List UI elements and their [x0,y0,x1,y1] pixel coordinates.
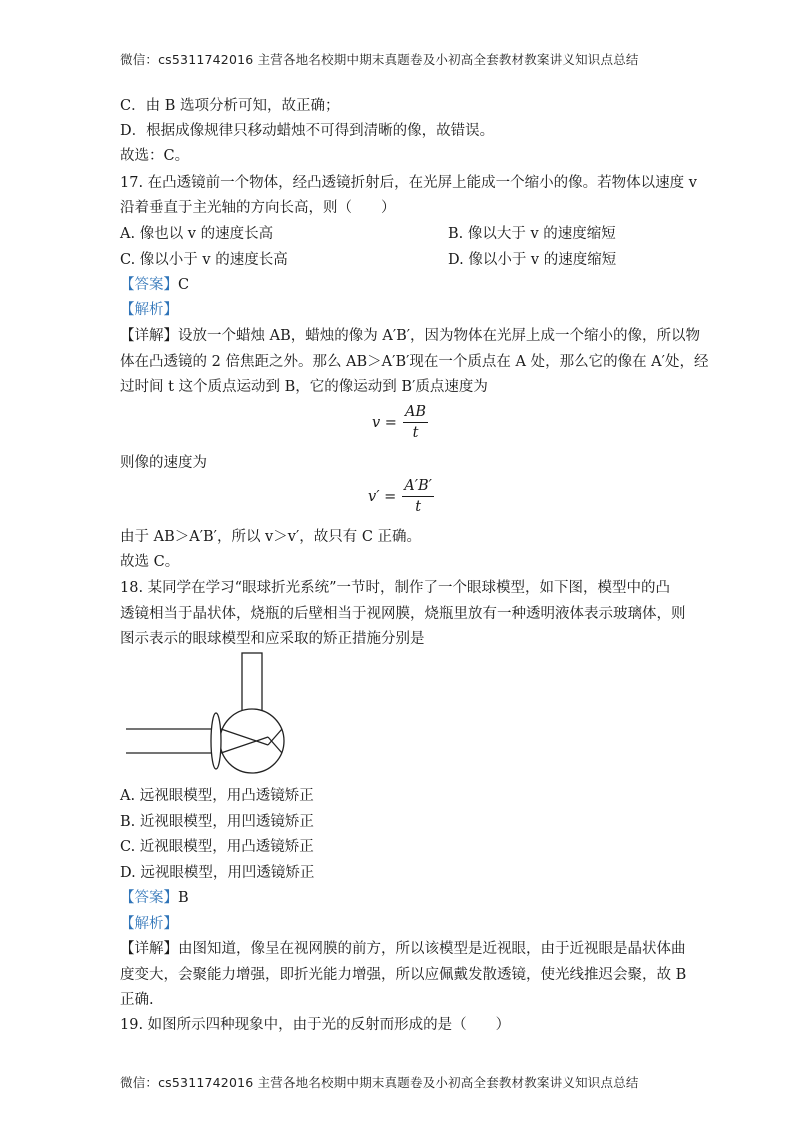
q17-option-a: A. 像也以 v 的速度长高 [120,226,274,242]
q17-formula-v-prime: v′ = $\frac{A'B'}{t}$ [368,478,432,515]
q18-answer [120,888,189,908]
flask-bulb [220,709,284,773]
answer-value: C [178,277,190,293]
q18-stem-line2: 透镜相当于晶状体，烧瓶的后壁相当于视网膜，烧瓶里放有一种透明液体表示玻璃体，则 [120,606,686,622]
fraction: $\frac{A'B'}{t}$ [404,478,432,515]
q18-detail-line3: 正确. [120,992,154,1008]
q17-detail-line1: 【详解】设放一个蜡烛 AB，蜡烛的像为 A′B′，因为物体在光屏上成一个缩小的像，所以物 [120,328,701,344]
q18-option-d: D. 远视眼模型，用凹透镜矫正 [120,865,315,881]
answer-tag: 【答案】 [120,890,178,906]
q17-detail-line2: 体在凸透镜的 2 倍焦距之外。那么 AB＞A′B′现在一个质点在 A 处，那么它的像在 A′处，经 [120,354,709,370]
fraction: $\frac{AB}{t}$ [404,404,427,441]
eye-model-figure [118,650,318,784]
q17-analysis-tag: 【解析】 [120,302,178,318]
q17-image-speed: 则像的速度为 [120,455,207,471]
prev-conclusion: 故选：C。 [120,148,190,164]
q17-detail-line3: 过时间 t 这个质点运动到 B，它的像运动到 B′质点速度为 [120,379,488,395]
q18-detail-line1: 【详解】由图知道，像呈在视网膜的前方，所以该模型是近视眼，由于近视眼是晶状体曲 [120,941,686,957]
q17-formula-v: v = $\frac{AB}{t}$ [372,404,427,441]
q17-stem-line1: 17. 在凸透镜前一个物体，经凸透镜折射后，在光屏上能成一个缩小的像。若物体以速度 v [120,175,697,191]
q18-stem-line1: 18. 某同学在学习“眼球折光系统”一节时，制作了一个眼球模型，如下图，模型中的凸 [120,580,670,596]
prev-option-c: C．由 B 选项分析可知，故正确； [120,98,340,114]
detail-tag: 【详解】 [120,328,178,344]
detail-tag: 【详解】 [120,941,178,957]
q18-analysis-tag: 【解析】 [120,916,178,932]
q17-option-c: C. 像以小于 v 的速度长高 [120,252,288,268]
q17-option-d: D. 像以小于 v 的速度缩短 [448,252,617,268]
eye-model-diagram [118,650,318,780]
q18-option-a: A. 远视眼模型，用凸透镜矫正 [120,788,314,804]
q18-detail-line2: 度变大，会聚能力增强，即折光能力增强，所以应佩戴发散透镜，使光线推迟会聚，故 B [120,967,687,983]
q17-conclusion: 故选 C。 [120,554,180,570]
q18-stem-line3: 图示表示的眼球模型和应采取的矫正措施分别是 [120,631,425,647]
convex-lens [211,713,221,769]
page-footer: 微信：cs5311742016 主营各地名校期中期末真题卷及小初高全套教材教案讲义知识点总结 [120,1075,639,1090]
answer-tag: 【答案】 [120,277,178,293]
q18-option-b: B. 近视眼模型，用凹透镜矫正 [120,814,314,830]
answer-value: B [178,890,189,906]
q17-answer [120,275,189,295]
q17-stem-line2: 沿着垂直于主光轴的方向长高，则（ ） [120,200,396,216]
q19-stem: 19. 如图所示四种现象中，由于光的反射而形成的是（ ） [120,1017,511,1033]
q18-option-c: C. 近视眼模型，用凸透镜矫正 [120,839,314,855]
flask-neck [242,653,262,711]
q17-option-b: B. 像以大于 v 的速度缩短 [448,226,616,242]
page-header: 微信：cs5311742016 主营各地名校期中期末真题卷及小初高全套教材教案讲义知识点总结 [120,52,639,67]
prev-option-d: D．根据成像规律只移动蜡烛不可得到清晰的像，故错误。 [120,123,495,139]
q17-compare: 由于 AB＞A′B′，所以 v＞v′，故只有 C 正确。 [120,529,422,545]
